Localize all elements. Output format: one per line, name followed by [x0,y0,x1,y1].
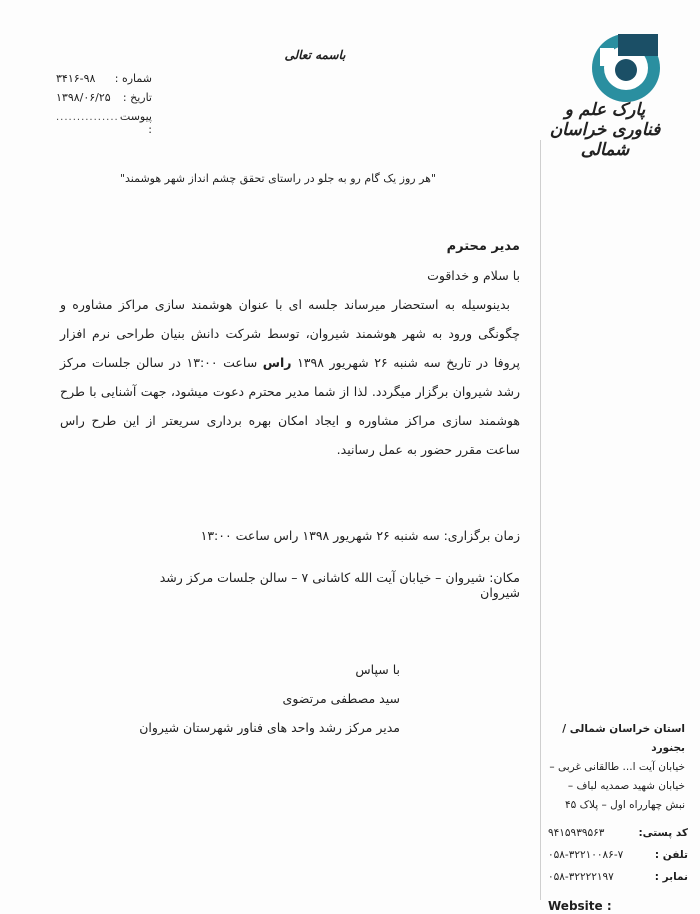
meta-number-value: ۳۴۱۶-۹۸ [56,72,96,85]
signature-thanks: با سپاس [355,662,400,677]
meta-date-value: ۱۳۹۸/۰۶/۲۵ [56,91,111,104]
letter-greeting: مدیر محترم [446,239,520,254]
address-title: استان خراسان شمالی / بجنورد [562,723,685,754]
contact-postal [548,822,688,844]
contact-fax [548,866,688,888]
meta-attachment [56,110,152,136]
signature-block [130,655,400,742]
paragraph-part-1: بدینوسیله به استحضار میرساند جلسه ای با عنوان هوشمند سازی مراکز مشاوره و چگونگی ورود به شهر هوشمند شیروان، توسط شرکت دانش بنیان طراحی نرم افزار پروفا در تاریخ سه شنبه ۲۶ شهریور ۱۳۹۸ [60,297,521,370]
basmala: باسمه تعالی [284,48,346,62]
address-line: خیابان شهید صمدیه لباف – [567,780,685,792]
paragraph-bold-word: راس [262,355,292,370]
letter-salutation: با سلام و خداقوت [427,268,520,283]
letter-meta [56,72,152,136]
contact-fax-value: ۰۵۸-۳۲۲۲۲۱۹۷ [548,871,614,883]
signature-name: سید مصطفی مرتضوی [282,691,400,706]
meeting-time: زمان برگزاری: سه شنبه ۲۶ شهریور ۱۳۹۸ راس ساعت ۱۳:۰۰ [200,528,520,543]
contact-phone-value: ۰۵۸-۳۲۲۱۰۰۸۶-۷ [548,849,624,861]
meta-date-label: تاریخ : [122,91,152,104]
meta-number [56,72,152,91]
meeting-place: مکان: شیروان – خیابان آیت الله کاشانی ۷ – سالن جلسات مرکز رشد شیروان [159,570,520,600]
letter-body [60,232,520,464]
contact-postal-value: ۹۴۱۵۹۳۹۵۶۳ [548,827,605,839]
contact-block [548,822,688,888]
contact-phone [548,844,688,866]
contact-phone-label: تلفن : [654,849,688,861]
paragraph-part-2: ساعت ۱۳:۰۰ در سالن جلسات مرکز رشد شیروان برگزار میگردد. لذا از شما مدیر محترم دعوت میشود، جهت آشنایی با طرح هوشمند سازی مراکز مشاوره و ایجاد امکان بهره برداری سریعتر از این طرح راس ساعت مقرر حضور به عمل رسانید. [60,355,520,457]
meta-date [56,91,152,110]
meta-attachment-label: پیوست : [119,110,152,136]
address-line: نبش چهارراه اول – پلاک ۴۵ [565,799,685,811]
meta-attachment-value: ............... [56,112,119,123]
letter-paragraph [60,290,520,464]
contact-fax-label: نمابر : [654,871,688,883]
sidebar-divider [540,140,541,900]
slogan: "هر روز یک گام رو به جلو در راستای تحقق چشم انداز شهر هوشمند" [119,172,437,185]
website-label: Website : [548,899,612,913]
meta-number-label: شماره : [114,72,152,85]
signature-title: مدیر مرکز رشد واحد های فناور شهرستان شیروان [139,720,400,735]
address-block [545,720,685,815]
logo-text: پارک علم و فناوری خراسان شمالی [549,100,661,160]
address-line: خیابان آیت ا... طالقانی غربی – [549,761,685,773]
contact-postal-label: کد پستی: [638,827,688,839]
